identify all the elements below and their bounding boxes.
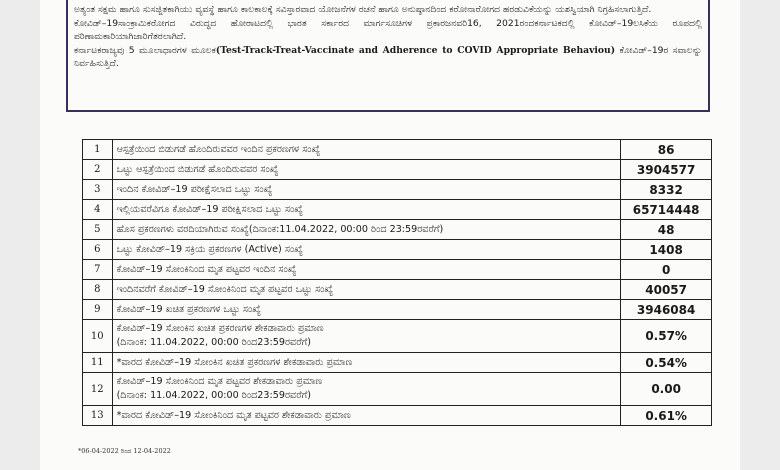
row-description-line: ಕೋವಿಡ್‌–19 ಖಚಿತ ಪ್ರಕರಣಗಳ ಒಟ್ಟು ಸಂಖ್ಯೆ: [116, 303, 261, 315]
row-description: [112, 140, 621, 160]
row-serial-number: 6: [83, 240, 113, 260]
row-value: 0.54%: [621, 353, 712, 373]
row-serial-number: 4: [83, 200, 113, 220]
table-row: [83, 260, 712, 280]
table-row: [83, 140, 712, 160]
covid-stats-table: [82, 139, 712, 426]
table-row: [83, 406, 712, 426]
row-description: [112, 160, 621, 180]
row-value: 3904577: [621, 160, 712, 180]
row-value: 0.57%: [621, 320, 712, 353]
row-serial-number: 12: [83, 373, 113, 406]
row-value: 86: [621, 140, 712, 160]
row-description-line: ಇಲ್ಲಿಯವರೆವಿಗೂ ಕೋವಿಡ್‌–19 ಪರೀಕ್ಷಿಸಲಾದ ಒಟ್ಟು ಸಂಖ್ಯೆ: [116, 203, 303, 215]
table-row: [83, 373, 712, 406]
row-description: [112, 320, 621, 353]
row-value: 0.61%: [621, 406, 712, 426]
row-description: [112, 373, 621, 406]
table-row: [83, 220, 712, 240]
row-serial-number: 2: [83, 160, 113, 180]
row-description-line: ಕೋವಿಡ್‌–19 ಸೋಂಕಿನ ಖಚಿತ ಪ್ರಕರಣಗಳ ಶೇಕಡಾವಾರು ಪ್ರಮಾಣ: [116, 323, 324, 334]
table-row: [83, 353, 712, 373]
row-description-line: ಇಂದಿನವರೆಗೆ ಕೋವಿಡ್‌–19 ಸೋಂಕಿನಿಂದ ಮೃತ ಪಟ್ಟವರ ಒಟ್ಟು ಸಂಖ್ಯೆ: [116, 283, 334, 295]
row-description: [112, 180, 621, 200]
row-description: [112, 353, 621, 373]
row-description: [112, 260, 621, 280]
row-serial-number: 11: [83, 353, 113, 373]
row-value: 65714448: [621, 200, 712, 220]
row-serial-number: 13: [83, 406, 113, 426]
intro-paragraph-3-prefix: ಕರ್ನಾಟಕರಾಜ್ಯವು 5 ಮೂಲಾಧಾರಗಳ ಮೂಲಕ: [74, 45, 216, 56]
table-row: [83, 180, 712, 200]
intro-paragraph-3-suffix: ಕೋವಿಡ್–19ರ ಸವಾಲನ್ನು ನಿರ್ವಹಿಸುತ್ತಿದೆ.: [74, 45, 703, 69]
row-serial-number: 10: [83, 320, 113, 353]
row-description: [112, 280, 621, 300]
table-row: [83, 200, 712, 220]
row-serial-number: 7: [83, 260, 113, 280]
row-serial-number: 3: [83, 180, 113, 200]
intro-paragraph-1: ಅತ್ಯಂತ ಸಕ್ಷಮ ಹಾಗೂ ಸುಸಜ್ಜಿತಕಾಗಿಯು ವ್ಯವಸ್ಥೆ ಹಾಗೂ ಕಾಲಕಾಲಕ್ಕೆ ಸವಿಸ್ತಾರವಾದ ಯೋಜನೆಗಳ ರಚನೆ ಹಾಗೂ ಅನುಷ್ಠಾನದಿಂದ ಕರೋನಾರೋಗದ ಹರಡುವಿಕೆಯನ್ನು ಯಶಸ್ವಿಯಾಗಿ ನಿಗ್ರಹಿಸಲಾಗುತ್ತಿದೆ.: [74, 4, 652, 15]
row-description-line: ಹೊಸ ಪ್ರಕರಣಗಳು ವರದಿಯಾಗಿರುವ ಸಂಖ್ಯೆ(ದಿನಾಂಕ:11.04.2022, 00:00 ರಿಂದ 23:59ರವರೆಗೆ): [116, 223, 444, 235]
intro-box: [66, 0, 710, 112]
table-row: [83, 280, 712, 300]
row-description: [112, 406, 621, 426]
row-value: 40057: [621, 280, 712, 300]
row-description-line: *ವಾರದ ಕೋವಿಡ್‌–19 ಸೋಂಕಿನ ಖಚಿತ ಪ್ರಕರಣಗಳ ಶೇಕಡಾವಾರು ಪ್ರಮಾಣ: [116, 356, 353, 368]
row-serial-number: 8: [83, 280, 113, 300]
row-description-line: ಕೋವಿಡ್‌–19 ಸೋಂಕಿನಿಂದ ಮೃತ ಪಟ್ಟವರ ಇಂದಿನ ಸಂಖ್ಯೆ: [116, 263, 297, 275]
row-description-line: (ದಿನಾಂಕ: 11.04.2022, 00:00 ರಿಂದ23:59ರವರೆಗೆ): [116, 390, 311, 401]
row-description: [112, 220, 621, 240]
row-description: [112, 240, 621, 260]
table-row: [83, 300, 712, 320]
row-description-line: (ದಿನಾಂಕ: 11.04.2022, 00:00 ರಿಂದ23:59ರವರೆಗೆ): [116, 337, 311, 348]
row-value: 8332: [621, 180, 712, 200]
intro-paragraph-3: [74, 44, 702, 70]
row-description-line: ಒಟ್ಟು ಆಸ್ಪತ್ರೆಯಿಂದ ಬಿಡುಗಡೆ ಹೊಂದಿರುವವರ ಸಂಖ್ಯೆ: [116, 163, 279, 175]
row-value: 48: [621, 220, 712, 240]
table-row: [83, 160, 712, 180]
intro-paragraph-3-english: (Test-Track-Treat-Vaccinate and Adherence to COVID Appropriate Behaviou): [215, 45, 616, 56]
row-description-line: ಇಂದಿನ ಕೋವಿಡ್‌–19 ಪರೀಕ್ಷೆಸಲಾದ ಒಟ್ಟು ಸಂಖ್ಯೆ: [116, 183, 273, 195]
row-value: 1408: [621, 240, 712, 260]
row-serial-number: 1: [83, 140, 113, 160]
table-row: [83, 320, 712, 353]
row-description-line: *ವಾರದ ಕೋವಿಡ್‌–19 ಸೋಂಕಿನಿಂದ ಮೃತ ಪಟ್ಟವರ ಶೇಕಡಾವಾರು ಪ್ರಮಾಣ: [116, 409, 351, 421]
row-description-line: ಒಟ್ಟು ಕೋವಿಡ್‌–19 ಸಕ್ರಿಯ ಪ್ರಕರಣಗಳ (Active) ಸಂಖ್ಯೆ: [116, 243, 303, 255]
row-serial-number: 9: [83, 300, 113, 320]
row-value: 0: [621, 260, 712, 280]
footnote: *06-04-2022 ರಿಂದ 12-04-2022: [78, 447, 171, 455]
row-description-line: ಕೋವಿಡ್‌–19 ಸೋಂಕಿನಿಂದ ಮೃತ ಪಟ್ಟವರ ಶೇಕಡಾವಾರು ಪ್ರಮಾಣ: [116, 376, 323, 387]
row-description-line: ಆಸ್ಪತ್ರೆಯಿಂದ ಬಿಡುಗಡೆ ಹೊಂದಿರುವವರ ಇಂದಿನ ಪ್ರಕರಣಗಳ ಸಂಖ್ಯೆ: [116, 143, 321, 155]
row-description: [112, 300, 621, 320]
intro-paragraph-2: ಕೋವಿಡ್‌–19ಸಾಂಕ್ರಾಮಿಕರೋಗದ ವಿರುದ್ಧದ ಹೋರಾಟದಲ್ಲಿ ಭಾರತ ಸರ್ಕಾರದ ಮಾರ್ಗಸೂಚಿಗಳ ಪ್ರಕಾರಜನವರಿ16, 2021ರಂದಕರ್ನಾಟಕದಲ್ಲಿ ಕೋವಿಡ್‌–19ಲಸಿಕೆಯ ರೂಪದಲ್ಲಿ ಪರಿಣಾಮಕಾರಿಯಾಗಿಜಾರಿಗೆತರಲಾಗಿದೆ.: [74, 18, 702, 42]
table-row: [83, 240, 712, 260]
row-value: 3946084: [621, 300, 712, 320]
row-serial-number: 5: [83, 220, 113, 240]
row-value: 0.00: [621, 373, 712, 406]
covid-stats-table-body: [83, 140, 712, 426]
row-description: [112, 200, 621, 220]
